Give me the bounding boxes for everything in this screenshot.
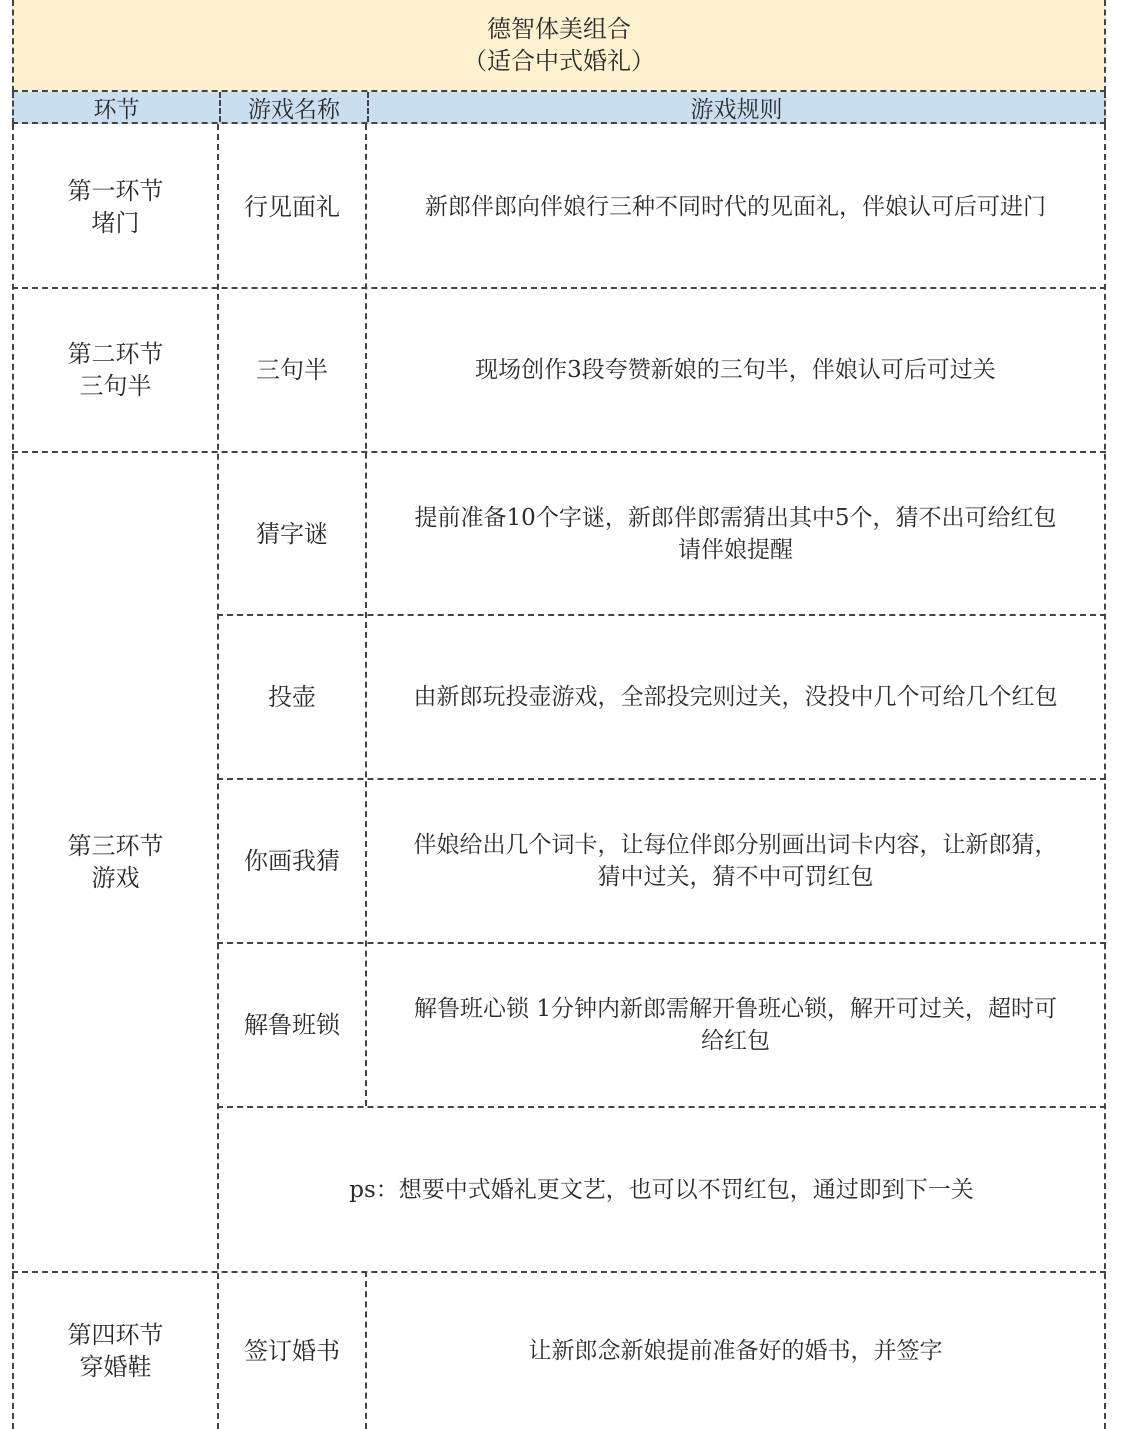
outer-border-right [1104, 124, 1106, 1429]
rule-text: 猜中过关，猜不中可罚红包 [597, 864, 874, 890]
header-divider [219, 92, 221, 122]
stage-cell [14, 289, 217, 451]
stage-label: 穿婚鞋 [79, 1353, 152, 1381]
note-text: ps：想要中式婚礼更文艺，也可以不罚红包，通过即到下一关 [349, 1176, 974, 1203]
stage-label: 游戏 [91, 864, 140, 892]
rule-text: 由新郎玩投壶游戏，全部投完则过关，没投中几个可给几个红包 [413, 684, 1058, 710]
stage-label: 第二环节 [67, 340, 164, 368]
rule-text: 伴娘给出几个词卡，让每位伴郎分别画出词卡内容，让新郎猜， [413, 832, 1058, 858]
rule-text: 让新郎念新娘提前准备好的婚书，并签字 [528, 1338, 943, 1364]
note-cell [219, 1108, 1104, 1271]
rule-text: 给红包 [701, 1028, 770, 1054]
rule-text: 提前准备10个字谜，新郎伴郎需猜出其中5个，猜不出可给红包 [414, 504, 1057, 531]
stage-label: 第三环节 [67, 832, 164, 860]
game-name-cell: 解鲁班锁 [244, 1011, 340, 1039]
stage-label: 第一环节 [67, 176, 164, 205]
game-name-cell: 行见面礼 [244, 192, 340, 221]
stage-label: 堵门 [91, 208, 140, 237]
table-title [12, 0, 1106, 92]
rule-cell [367, 616, 1104, 778]
header-rules: 游戏规则 [690, 96, 783, 123]
header-divider [367, 92, 369, 122]
header-row [12, 92, 1106, 124]
rule-text: 现场创作3段夸赞新娘的三句半，伴娘认可后可过关 [475, 357, 996, 383]
rule-text: 请伴娘提醒 [678, 536, 793, 563]
rule-cell [367, 289, 1104, 451]
game-name-cell: 投壶 [268, 683, 316, 711]
game-name-cell: 你画我猜 [244, 847, 340, 875]
rule-cell [367, 1273, 1104, 1429]
rule-text: 解鲁班心锁 1分钟内新郎需解开鲁班心锁，解开可过关，超时可 [414, 996, 1057, 1022]
stage-cell [14, 1273, 217, 1429]
rule-cell [367, 780, 1104, 942]
rule-cell [367, 453, 1104, 614]
title-main: 德智体美组合 [487, 15, 631, 43]
game-name-cell: 三句半 [256, 356, 328, 384]
header-game-name: 游戏名称 [248, 96, 340, 123]
stage-label: 第四环节 [67, 1321, 164, 1349]
header-stage: 环节 [93, 96, 140, 123]
stage-cell [14, 453, 217, 1271]
rule-text: 新郎伴郎向伴娘行三种不同时代的见面礼，伴娘认可后可进门 [425, 193, 1046, 220]
stage-label: 三句半 [79, 372, 152, 400]
stage-cell [14, 126, 217, 287]
rule-cell [367, 126, 1104, 287]
game-name-cell: 签订婚书 [244, 1337, 340, 1365]
rule-cell [367, 944, 1104, 1106]
title-sub: （适合中式婚礼） [463, 47, 655, 75]
game-name-cell: 猜字谜 [256, 519, 328, 548]
